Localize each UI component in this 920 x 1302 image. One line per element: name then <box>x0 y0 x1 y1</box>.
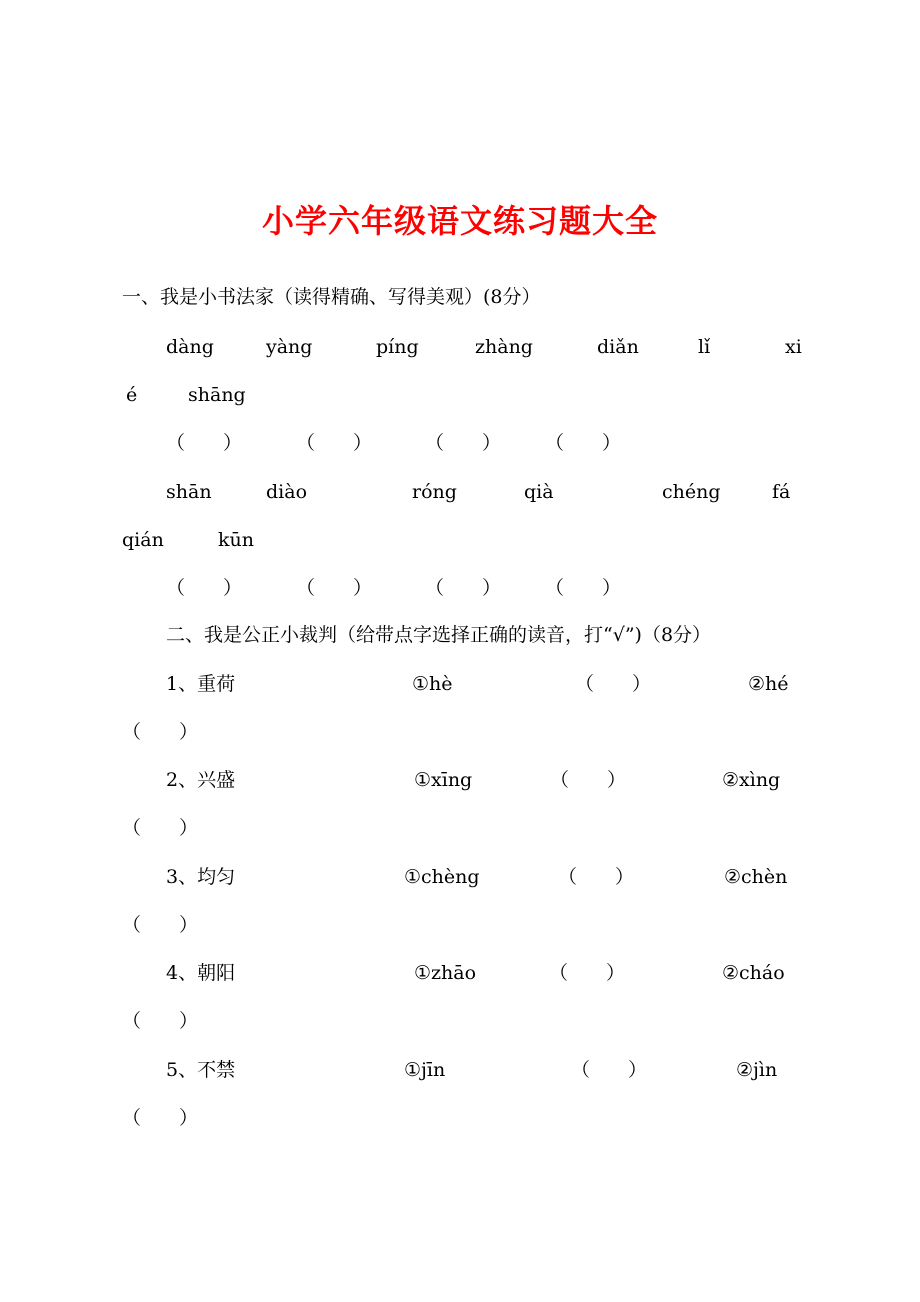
section2-heading: 二、我是公正小裁判（给带点字选择正确的读音，打“√”)（8分） <box>166 624 712 646</box>
answer-blank[interactable]: （ ） <box>296 432 373 454</box>
answer-blank[interactable]: （ ） <box>545 577 622 599</box>
pinyin-item: dàng <box>166 336 214 358</box>
answer-blank[interactable]: （ ） <box>425 577 502 599</box>
option-two: ②cháo <box>722 962 785 984</box>
question-word: 2、兴盛 <box>166 769 236 791</box>
answer-blank[interactable]: （ ） <box>122 817 199 839</box>
pinyin-item: róng <box>412 481 457 503</box>
pinyin-item: lǐ <box>698 336 711 358</box>
answer-blank[interactable]: （ ） <box>122 721 199 743</box>
pinyin-item: shān <box>166 481 212 503</box>
section1-heading: 一、我是小书法家（读得精确、写得美观）(8分） <box>122 286 541 308</box>
option-one: ①zhāo <box>414 962 477 984</box>
answer-blank[interactable]: （ ） <box>166 577 243 599</box>
answer-blank[interactable]: （ ） <box>166 432 243 454</box>
pinyin-item: shāng <box>188 384 246 406</box>
answer-blank[interactable]: （ ） <box>122 914 199 936</box>
answer-blank[interactable]: （ ） <box>558 866 635 888</box>
answer-blank[interactable]: （ ） <box>122 1010 199 1032</box>
answer-blank[interactable]: （ ） <box>425 432 502 454</box>
option-one: ①chèng <box>404 866 480 888</box>
question-word: 5、不禁 <box>166 1059 236 1081</box>
option-two: ②jìn <box>736 1059 778 1081</box>
answer-blank[interactable]: （ ） <box>545 432 622 454</box>
option-one: ①hè <box>412 673 453 695</box>
pinyin-item: qià <box>524 481 554 503</box>
question-word: 1、重荷 <box>166 673 236 695</box>
answer-blank[interactable]: （ ） <box>550 769 627 791</box>
option-one: ①jīn <box>404 1059 446 1081</box>
question-word: 3、均匀 <box>166 866 236 888</box>
pinyin-item: xi <box>785 336 802 358</box>
pinyin-item: kūn <box>218 529 254 551</box>
answer-blank[interactable]: （ ） <box>296 577 373 599</box>
pinyin-item: zhàng <box>475 336 533 358</box>
pinyin-item: é <box>126 384 138 406</box>
pinyin-item: qián <box>122 529 164 551</box>
answer-blank[interactable]: （ ） <box>571 1059 648 1081</box>
option-two: ②xìng <box>722 769 781 791</box>
option-two: ②hé <box>748 673 789 695</box>
pinyin-item: fá <box>772 481 791 503</box>
answer-blank[interactable]: （ ） <box>575 673 652 695</box>
pinyin-item: píng <box>376 336 419 358</box>
answer-blank[interactable]: （ ） <box>549 962 626 984</box>
pinyin-item: diǎn <box>597 336 639 358</box>
pinyin-item: diào <box>266 481 308 503</box>
pinyin-item: chéng <box>662 481 721 503</box>
pinyin-item: yàng <box>266 336 313 358</box>
option-two: ②chèn <box>724 866 788 888</box>
page-title: 小学六年级语文练习题大全 <box>261 202 658 240</box>
option-one: ①xīng <box>414 769 473 791</box>
question-word: 4、朝阳 <box>166 962 236 984</box>
answer-blank[interactable]: （ ） <box>122 1107 199 1129</box>
